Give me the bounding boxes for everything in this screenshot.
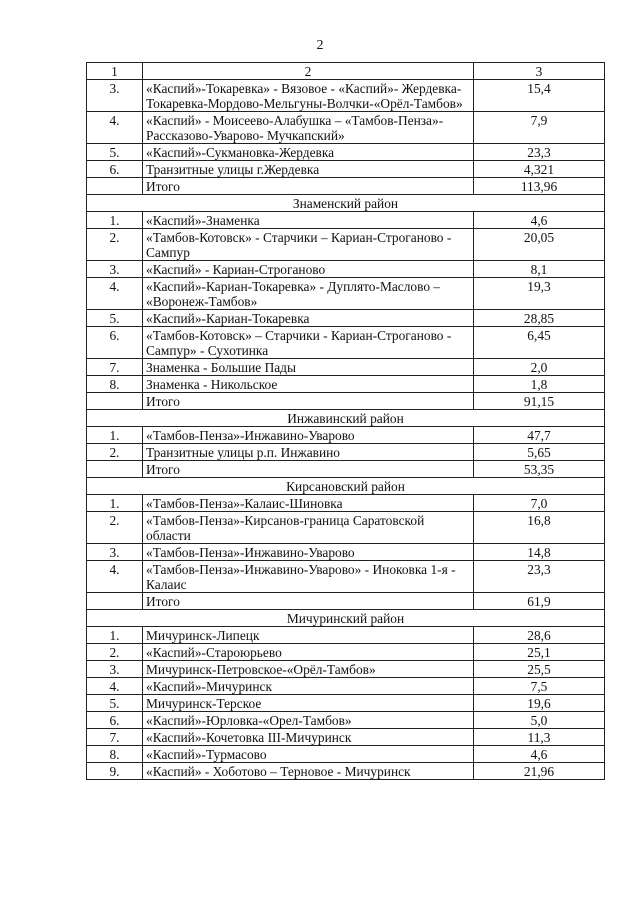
table-row bbox=[87, 359, 605, 376]
row-number: 4. bbox=[87, 278, 143, 310]
route-length: 2,0 bbox=[474, 359, 605, 376]
route-name: «Каспий» - Кариан-Строганово bbox=[143, 261, 474, 278]
route-name: Мичуринск-Терское bbox=[143, 695, 474, 712]
row-number: 1. bbox=[87, 427, 143, 444]
route-name: «Каспий»-Кариан-Токаревка bbox=[143, 310, 474, 327]
route-length: 8,1 bbox=[474, 261, 605, 278]
district-header-row bbox=[87, 478, 605, 495]
route-length: 91,15 bbox=[474, 393, 605, 410]
total-row bbox=[87, 593, 605, 610]
row-number: 5. bbox=[87, 144, 143, 161]
table-row bbox=[87, 144, 605, 161]
row-number: 9. bbox=[87, 763, 143, 780]
route-name: «Тамбов-Пенза»-Калаис-Шиновка bbox=[143, 495, 474, 512]
route-name: «Каспий» - Моисеево-Алабушка – «Тамбов-Пенза»-Рассказово-Уварово- Мучкапский» bbox=[143, 112, 474, 144]
route-name: Мичуринск-Петровское-«Орёл-Тамбов» bbox=[143, 661, 474, 678]
route-name: «Тамбов-Пенза»-Инжавино-Уварово bbox=[143, 427, 474, 444]
row-number: 2. bbox=[87, 444, 143, 461]
table-row bbox=[87, 229, 605, 261]
route-length: 25,1 bbox=[474, 644, 605, 661]
table-row bbox=[87, 212, 605, 229]
table-row bbox=[87, 444, 605, 461]
route-name: Итого bbox=[143, 461, 474, 478]
row-number: 7. bbox=[87, 729, 143, 746]
route-length: 113,96 bbox=[474, 178, 605, 195]
table-row bbox=[87, 678, 605, 695]
row-number: 7. bbox=[87, 359, 143, 376]
route-length: 15,4 bbox=[474, 80, 605, 112]
header-col-3: 3 bbox=[474, 63, 605, 80]
table-row bbox=[87, 161, 605, 178]
route-name: «Каспий»-Сукмановка-Жердевка bbox=[143, 144, 474, 161]
district-header-row bbox=[87, 410, 605, 427]
row-number: 4. bbox=[87, 678, 143, 695]
row-number bbox=[87, 178, 143, 195]
table-row bbox=[87, 278, 605, 310]
route-name: «Каспий»-Староюрьево bbox=[143, 644, 474, 661]
page-number: 2 bbox=[316, 38, 324, 53]
route-length: 23,3 bbox=[474, 144, 605, 161]
route-name: «Каспий»-Знаменка bbox=[143, 212, 474, 229]
table-row bbox=[87, 261, 605, 278]
row-number: 2. bbox=[87, 512, 143, 544]
route-name: Итого bbox=[143, 178, 474, 195]
row-number: 5. bbox=[87, 695, 143, 712]
row-number: 2. bbox=[87, 644, 143, 661]
route-length: 5,65 bbox=[474, 444, 605, 461]
row-number: 3. bbox=[87, 661, 143, 678]
route-length: 7,0 bbox=[474, 495, 605, 512]
table-row bbox=[87, 495, 605, 512]
row-number bbox=[87, 461, 143, 478]
total-row bbox=[87, 393, 605, 410]
district-title: Инжавинский район bbox=[87, 410, 605, 427]
row-number bbox=[87, 393, 143, 410]
route-name: «Каспий»-Кочетовка III-Мичуринск bbox=[143, 729, 474, 746]
row-number: 6. bbox=[87, 161, 143, 178]
header-col-2: 2 bbox=[143, 63, 474, 80]
district-title: Мичуринский район bbox=[87, 610, 605, 627]
row-number: 8. bbox=[87, 376, 143, 393]
total-row bbox=[87, 461, 605, 478]
route-length: 4,6 bbox=[474, 212, 605, 229]
table-row bbox=[87, 310, 605, 327]
table-row bbox=[87, 561, 605, 593]
route-length: 6,45 bbox=[474, 327, 605, 359]
roads-table-body bbox=[87, 63, 605, 780]
route-length: 53,35 bbox=[474, 461, 605, 478]
route-length: 19,3 bbox=[474, 278, 605, 310]
district-title: Кирсановский район bbox=[87, 478, 605, 495]
table-row bbox=[87, 376, 605, 393]
table-row bbox=[87, 763, 605, 780]
route-name: «Каспий»-Кариан-Токаревка» - Дуплято-Маслово – «Воронеж-Тамбов» bbox=[143, 278, 474, 310]
row-number: 1. bbox=[87, 627, 143, 644]
row-number: 2. bbox=[87, 229, 143, 261]
row-number: 1. bbox=[87, 495, 143, 512]
table-row bbox=[87, 746, 605, 763]
district-title: Знаменский район bbox=[87, 195, 605, 212]
route-name: Транзитные улицы р.п. Инжавино bbox=[143, 444, 474, 461]
route-name: Итого bbox=[143, 393, 474, 410]
route-length: 7,5 bbox=[474, 678, 605, 695]
route-length: 21,96 bbox=[474, 763, 605, 780]
row-number: 6. bbox=[87, 327, 143, 359]
table-row bbox=[87, 80, 605, 112]
table-row bbox=[87, 512, 605, 544]
route-name: Мичуринск-Липецк bbox=[143, 627, 474, 644]
route-name: «Каспий» - Хоботово – Терновое - Мичуринск bbox=[143, 763, 474, 780]
route-length: 28,85 bbox=[474, 310, 605, 327]
route-name: «Каспий»-Мичуринск bbox=[143, 678, 474, 695]
route-length: 14,8 bbox=[474, 544, 605, 561]
table-row bbox=[87, 327, 605, 359]
route-length: 11,3 bbox=[474, 729, 605, 746]
table-row bbox=[87, 627, 605, 644]
table-row bbox=[87, 427, 605, 444]
route-length: 25,5 bbox=[474, 661, 605, 678]
row-number: 3. bbox=[87, 261, 143, 278]
table-row bbox=[87, 661, 605, 678]
route-name: «Тамбов-Котовск» - Старчики – Кариан-Строганово - Сампур bbox=[143, 229, 474, 261]
route-name: «Тамбов-Пенза»-Инжавино-Уварово» - Иноковка 1-я - Калаис bbox=[143, 561, 474, 593]
row-number bbox=[87, 593, 143, 610]
row-number: 4. bbox=[87, 561, 143, 593]
table-row bbox=[87, 712, 605, 729]
route-name: «Каспий»-Турмасово bbox=[143, 746, 474, 763]
route-length: 1,8 bbox=[474, 376, 605, 393]
route-name: Знаменка - Никольское bbox=[143, 376, 474, 393]
row-number: 8. bbox=[87, 746, 143, 763]
route-name: «Каспий»-Юрловка-«Орел-Тамбов» bbox=[143, 712, 474, 729]
route-name: Транзитные улицы г.Жердевка bbox=[143, 161, 474, 178]
route-length: 4,6 bbox=[474, 746, 605, 763]
row-number: 6. bbox=[87, 712, 143, 729]
route-length: 47,7 bbox=[474, 427, 605, 444]
total-row bbox=[87, 178, 605, 195]
route-length: 23,3 bbox=[474, 561, 605, 593]
route-name: «Тамбов-Пенза»-Инжавино-Уварово bbox=[143, 544, 474, 561]
route-name: «Тамбов-Пенза»-Кирсанов-граница Саратовской области bbox=[143, 512, 474, 544]
route-length: 28,6 bbox=[474, 627, 605, 644]
district-header-row bbox=[87, 610, 605, 627]
roads-table bbox=[86, 62, 605, 780]
route-length: 61,9 bbox=[474, 593, 605, 610]
route-length: 20,05 bbox=[474, 229, 605, 261]
table-row bbox=[87, 544, 605, 561]
route-length: 4,321 bbox=[474, 161, 605, 178]
row-number: 1. bbox=[87, 212, 143, 229]
route-length: 19,6 bbox=[474, 695, 605, 712]
row-number: 5. bbox=[87, 310, 143, 327]
route-name: «Тамбов-Котовск» – Старчики - Кариан-Строганово - Сампур» - Сухотинка bbox=[143, 327, 474, 359]
route-length: 7,9 bbox=[474, 112, 605, 144]
route-name: «Каспий»-Токаревка» - Вязовое - «Каспий»- Жердевка-Токаревка-Мордово-Мельгуны-Волчки-«Орёл-Тамбов» bbox=[143, 80, 474, 112]
table-header-row bbox=[87, 63, 605, 80]
table-row bbox=[87, 644, 605, 661]
row-number: 3. bbox=[87, 80, 143, 112]
district-header-row bbox=[87, 195, 605, 212]
route-length: 16,8 bbox=[474, 512, 605, 544]
table-row bbox=[87, 729, 605, 746]
route-length: 5,0 bbox=[474, 712, 605, 729]
row-number: 3. bbox=[87, 544, 143, 561]
route-name: Итого bbox=[143, 593, 474, 610]
table-row bbox=[87, 695, 605, 712]
route-name: Знаменка - Большие Пады bbox=[143, 359, 474, 376]
table-row bbox=[87, 112, 605, 144]
header-col-1: 1 bbox=[87, 63, 143, 80]
row-number: 4. bbox=[87, 112, 143, 144]
